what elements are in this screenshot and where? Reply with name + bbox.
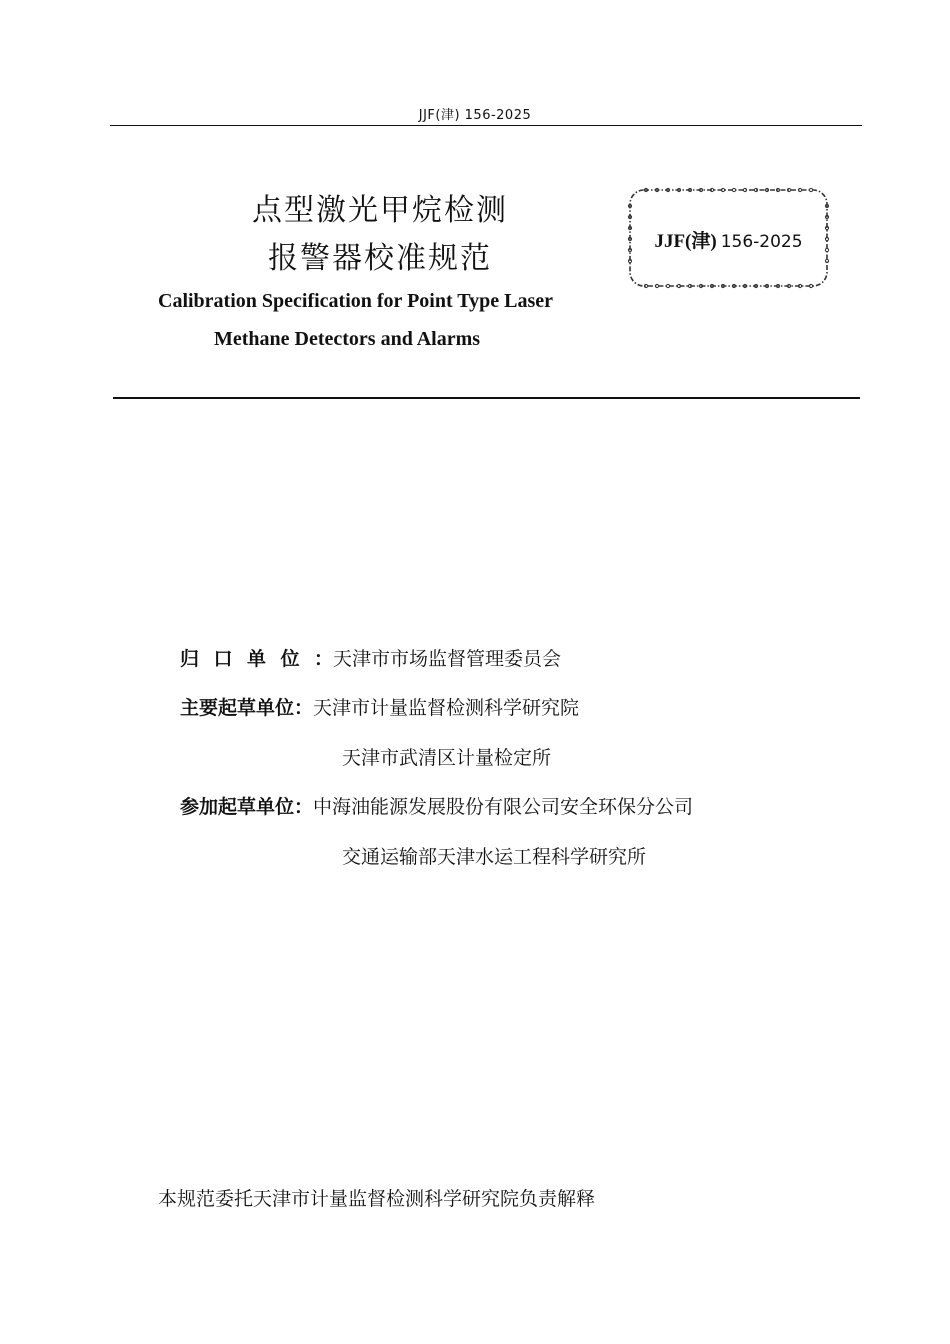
header-divider — [110, 125, 862, 126]
stamp-border-dot — [798, 284, 801, 287]
participating-drafting-unit-row — [180, 792, 693, 819]
participating-drafting-unit-value-2: 交通运输部天津水运工程科学研究所 — [342, 846, 647, 868]
title-english-line-1: Calibration Specification for Point Type Laser — [158, 290, 553, 312]
participating-drafting-unit-value-1: 中海油能源发展股份有限公司安全环保分公司 — [313, 796, 694, 818]
responsible-unit-value: 天津市市场监督管理委员会 — [333, 648, 562, 670]
main-drafting-unit-value-1: 天津市计量监督检测科学研究院 — [313, 697, 580, 719]
stamp-code-prefix: JJF(津) — [654, 231, 717, 252]
stamp-border-dot — [732, 188, 735, 191]
stamp-border-dot — [644, 284, 647, 287]
stamp-code — [626, 226, 831, 253]
stamp-border-dot — [677, 284, 680, 287]
title-chinese-line-2: 报警器校准规范 — [268, 241, 492, 276]
title-chinese-line-1: 点型激光甲烷检测 — [252, 193, 508, 228]
header-standard-code: JJF(津) 156-2025 — [418, 108, 532, 123]
stamp-border-dot — [628, 259, 631, 262]
participating-drafting-unit-label: 参加起草单位 — [180, 796, 295, 818]
stamp-border-dot — [809, 284, 812, 287]
standard-code-stamp — [626, 186, 831, 290]
main-drafting-unit-label: 主要起草单位 — [180, 697, 295, 719]
main-drafting-unit-value-2: 天津市武清区计量检定所 — [342, 747, 552, 769]
stamp-border-dot — [798, 188, 801, 191]
stamp-code-number: 156-2025 — [720, 232, 803, 252]
responsible-unit-label: 归口单位 — [180, 648, 315, 670]
title-divider — [113, 397, 860, 399]
responsible-unit-colon: ： — [314, 648, 334, 670]
stamp-border-dot — [743, 188, 746, 191]
participating-drafting-unit-colon: ： — [294, 796, 314, 818]
stamp-border-dot — [825, 259, 828, 262]
interpretation-note: 本规范委托天津市计量监督检测科学研究院负责解释 — [158, 1188, 596, 1210]
stamp-border-dot — [666, 284, 669, 287]
stamp-border-dot — [809, 188, 812, 191]
stamp-border-dot — [655, 284, 658, 287]
stamp-border-dot — [721, 188, 724, 191]
main-drafting-unit-row — [180, 693, 579, 720]
title-english-line-2: Methane Detectors and Alarms — [214, 328, 481, 350]
responsible-unit-row — [180, 644, 561, 671]
main-drafting-unit-colon: ： — [294, 697, 314, 719]
